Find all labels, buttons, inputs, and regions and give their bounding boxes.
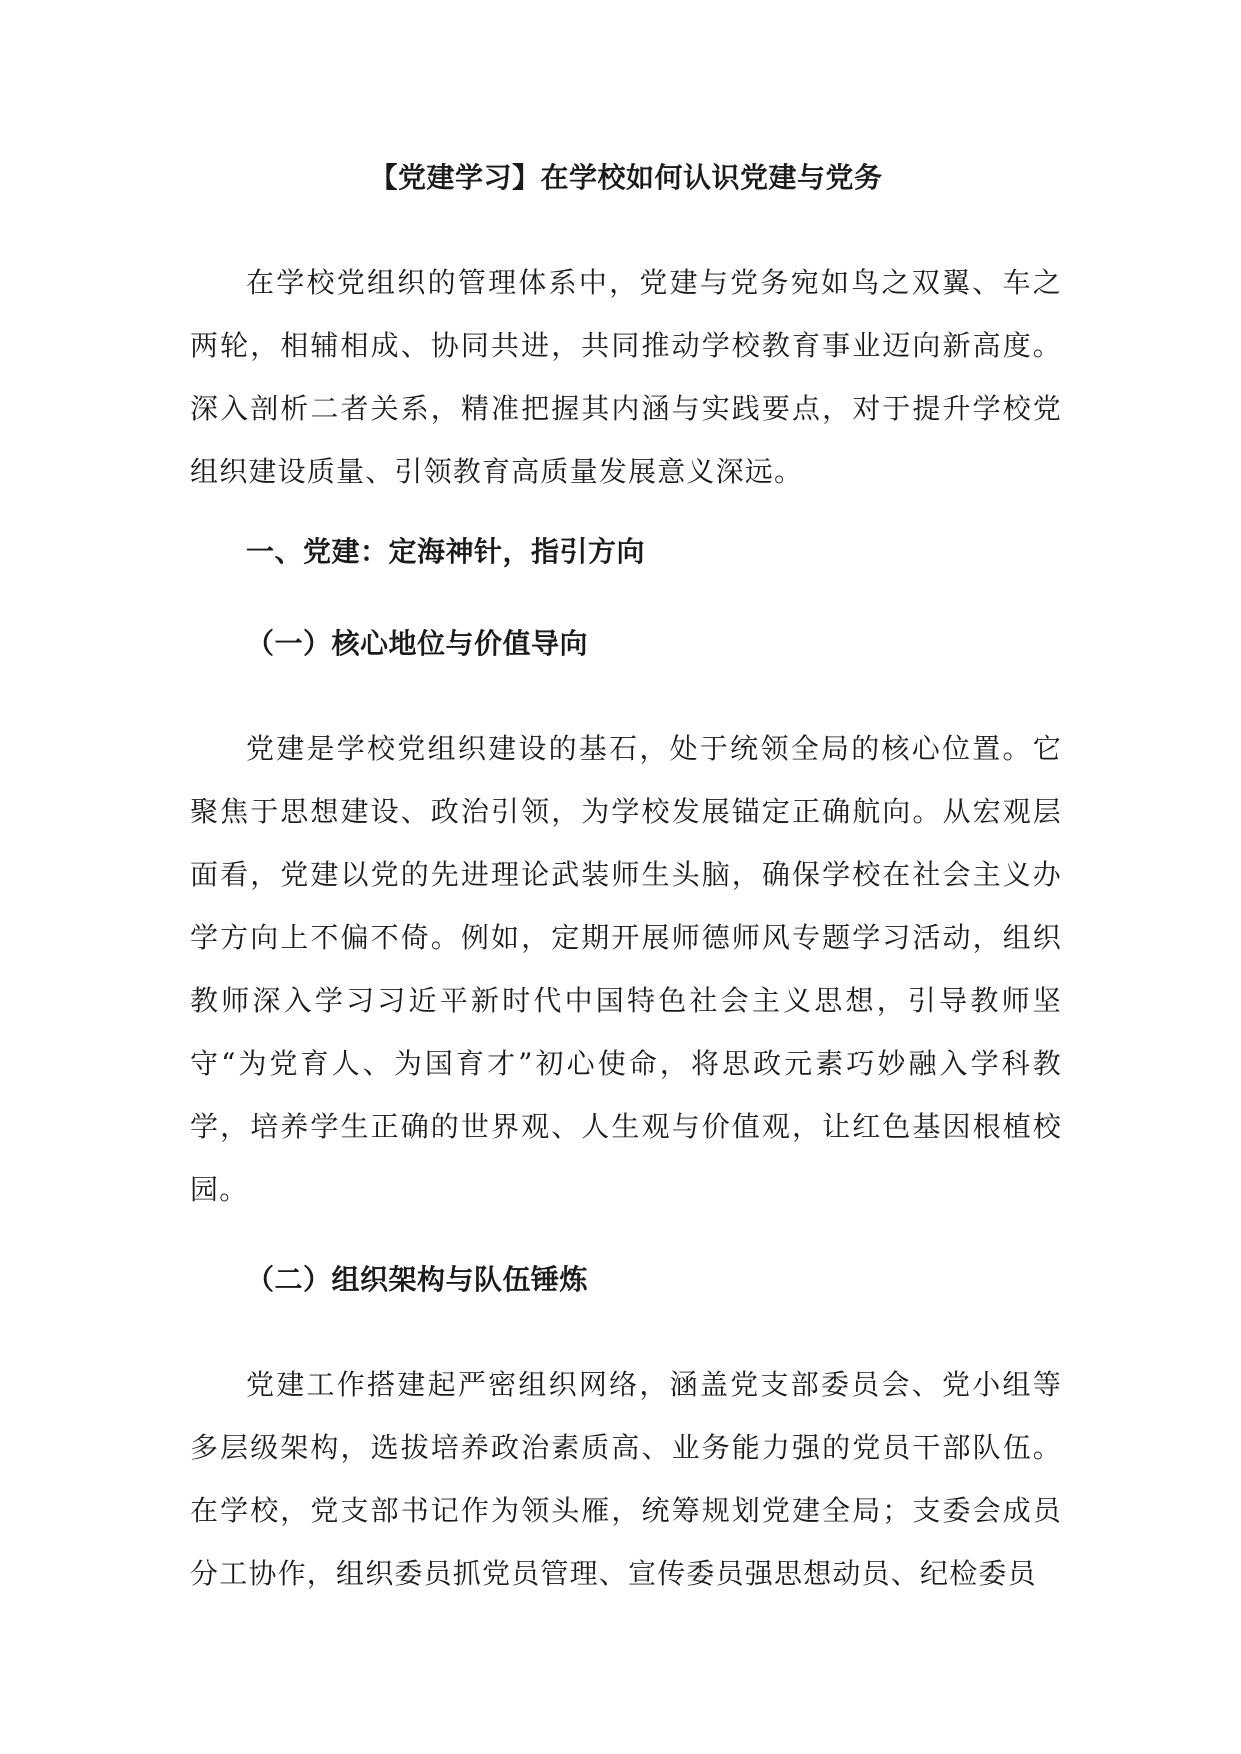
intro-paragraph: 在学校党组织的管理体系中，党建与党务宛如鸟之双翼、车之两轮，相辅相成、协同共进，共同推动学校教育事业迈向新高度。深入剖析二者关系，精准把握其内涵与实践要点，对于提升学校党组织建设质量、引领教育高质量发展意义深远。 [190,266,1062,488]
subsection-heading-2: （二）组织架构与队伍锤炼 [246,1263,589,1296]
document-title: 【党建学习】在学校如何认识党建与党务 [369,161,883,194]
subsection-1-paragraph: 党建是学校党组织建设的基石，处于统领全局的核心位置。它聚焦于思想建设、政治引领，为学校发展锚定正确航向。从宏观层面看，党建以党的先进理论武装师生头脑，确保学校在社会主义办学方向上不偏不倚。例如，定期开展师德师风专题学习活动，组织教师深入学习习近平新时代中国特色社会主义思想，引导教师坚守“为党育人、为国育才”初心使命，将思政元素巧妙融入学科教学，培养学生正确的世界观、人生观与价值观，让红色基因根植校园。 [190,732,1062,1206]
document-content [190,158,1062,1605]
section-heading-1: 一、党建：定海神针，指引方向 [246,535,646,568]
subsection-heading-1: （一）核心地位与价值导向 [246,627,589,660]
subsection-2-paragraph: 党建工作搭建起严密组织网络，涵盖党支部委员会、党小组等多层级架构，选拔培养政治素质高、业务能力强的党员干部队伍。在学校，党支部书记作为领头雁，统筹规划党建全局；支委会成员分工协作，组织委员抓党员管理、宣传委员强思想动员、纪检委员 [190,1368,1062,1590]
